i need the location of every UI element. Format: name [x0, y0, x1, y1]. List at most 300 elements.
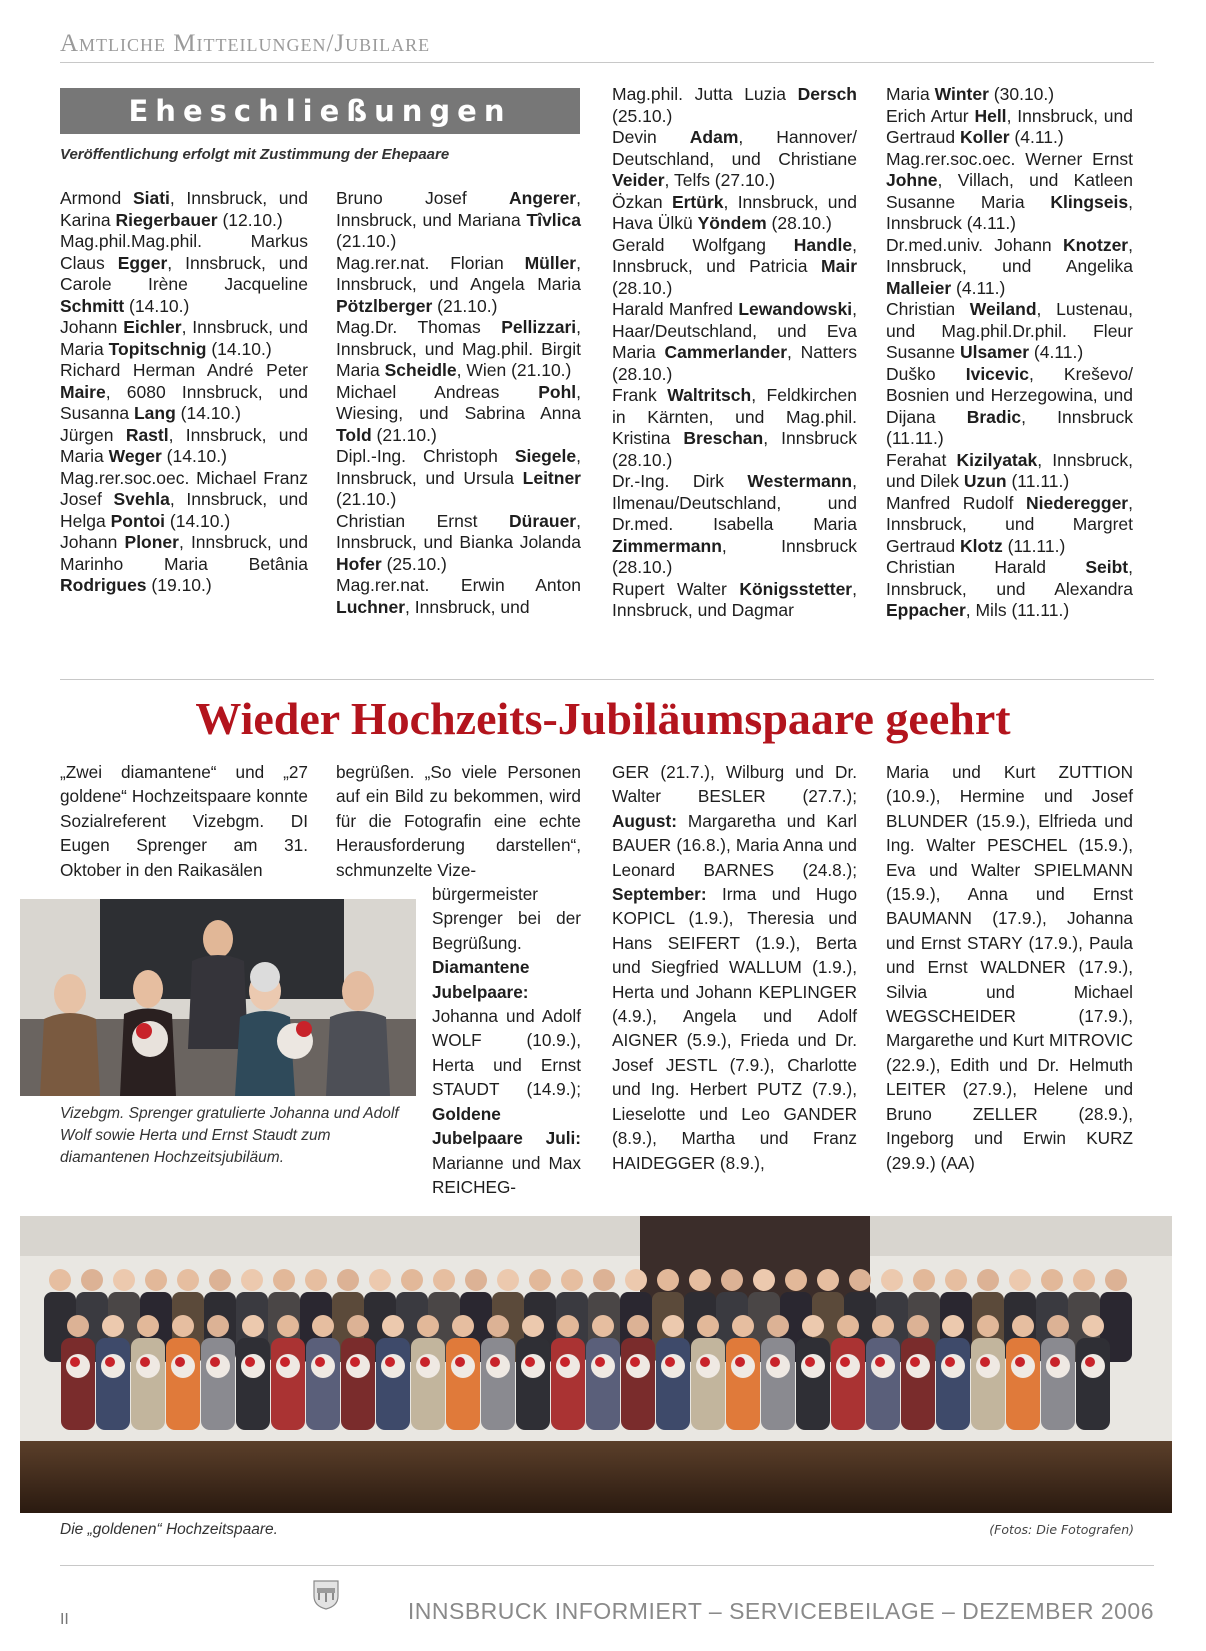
entry [336, 188, 581, 253]
entry-text: , Innsbruck, und Maria [60, 317, 308, 359]
entry-name: Pohl [538, 381, 577, 402]
entry-text: Ferahat [886, 449, 957, 470]
back-row-head [369, 1269, 391, 1291]
entry-text: (14.10.) [161, 446, 227, 466]
front-row-body [796, 1338, 830, 1430]
jubilee-column-2-para-1 [336, 760, 581, 882]
entry-text: GER (21.7.), Wilburg und Dr. Walter BESLER (27.7.); [612, 762, 857, 807]
front-row-body [1006, 1338, 1040, 1430]
bouquet-rose [1015, 1357, 1025, 1367]
entry [336, 511, 581, 576]
entry-text: (14.10.) [175, 403, 241, 423]
entry-name: Cammerlander [664, 342, 788, 362]
jubilee-column-2-para-2 [432, 882, 581, 1199]
entry-name: Topitschnig [108, 338, 207, 359]
front-row-head [767, 1315, 789, 1337]
back-row-head [241, 1269, 263, 1291]
entry [886, 235, 1133, 300]
back-row-head [113, 1269, 135, 1291]
entry-name: Angerer [509, 188, 577, 208]
entry-name: Bradic [966, 406, 1022, 427]
entry [336, 446, 581, 511]
photo-diamond-caption: Vizebgm. Sprenger gratulierte Johanna und Adolf Wolf sowie Herta und Ernst Staudt zum diamantenen Hochzeitsjubiläum. [60, 1105, 399, 1166]
entry [886, 84, 1133, 106]
front-row-body [61, 1338, 95, 1430]
entry [60, 231, 308, 317]
front-row-body [761, 1338, 795, 1430]
entry [60, 532, 308, 597]
jubilee-column-4 [886, 760, 1133, 1175]
entry-name: September: [612, 884, 707, 905]
bouquet-rose [595, 1357, 605, 1367]
entry [612, 579, 857, 622]
front-row-body [376, 1338, 410, 1430]
entry-name: Eichler [123, 317, 182, 337]
front-row-head [102, 1315, 124, 1337]
entry-text: , Innsbruck, und Patricia [612, 234, 857, 276]
entry-text: Mag.rer.soc.oec. Michael Franz Josef [60, 467, 308, 509]
front-row-body [411, 1338, 445, 1430]
entry-text: , Villach, und Katleen Susanne Maria [886, 170, 1133, 212]
entry-name: Ulsamer [959, 342, 1030, 362]
entry-text: , Innsbruck, und Alexandra [886, 557, 1133, 599]
entry [612, 760, 857, 1175]
back-row-head [529, 1269, 551, 1291]
front-row-body [271, 1338, 305, 1430]
front-row-body [1076, 1338, 1110, 1430]
page-number: II [60, 1610, 69, 1628]
entry-text: , Innsbruck, und Karina [60, 188, 308, 230]
front-row-head [67, 1315, 89, 1337]
front-row-head [837, 1315, 859, 1337]
back-row-head [305, 1269, 327, 1291]
bouquet-rose [455, 1357, 465, 1367]
entry-text: Bruno Josef [336, 188, 510, 208]
front-row-head [137, 1315, 159, 1337]
entry-text: , Wiesing, und Sabrina Anna [336, 381, 581, 423]
front-row-head [347, 1315, 369, 1337]
entry-text: , Innsbruck, und Dilek [886, 449, 1133, 491]
entry-text: , 6080 Innsbruck, und Susanna [60, 381, 308, 423]
front-row-head [942, 1315, 964, 1337]
entry-text: Harald Manfred [612, 299, 739, 319]
front-row-body [96, 1338, 130, 1430]
front-row-head [592, 1315, 614, 1337]
jubilee-column-1 [60, 760, 308, 882]
jubilee-headline: Wieder Hochzeits-Jubiläumspaare geehrt [195, 693, 1011, 744]
entry-name: Ivicevic [965, 363, 1029, 384]
paragraph-name: Diamantene Jubelpaare: [432, 957, 530, 1002]
front-row-head [312, 1315, 334, 1337]
back-row-head [689, 1269, 711, 1291]
entry-text: Margaretha und Karl BAUER (16.8.), Maria Anna und Leonard BARNES (24.8.); [612, 810, 857, 880]
entry-name: Lang [133, 403, 176, 423]
entry-name: Knotzer [1062, 234, 1129, 255]
entry-name: Tîvlica [526, 209, 581, 230]
entry-text: , Innsbruck, und Hava Ülkü [612, 191, 857, 233]
entry-text: , Innsbruck (28.10.) [612, 535, 857, 577]
entry-text: Özkan [612, 191, 672, 212]
entry-text: , Innsbruck, und Dagmar [612, 578, 857, 620]
entry-text: (14.10.) [206, 338, 272, 359]
entry-text: , Wien (21.10.) [456, 360, 572, 380]
entry-text: , Innsbruck, und Marinho Maria Betânia [60, 532, 308, 574]
entry-name: Breschan [683, 428, 764, 448]
entry-name: Ertürk [671, 191, 724, 212]
front-row-body [481, 1338, 515, 1430]
entry-text: , Innsbruck, und Maria [60, 424, 308, 466]
entry-text: Michael Andreas [336, 381, 539, 402]
entry-name: Weiland [969, 299, 1037, 319]
jubilee-column-2 [336, 760, 581, 1199]
entry-name: Zimmermann [612, 535, 722, 556]
bouquet-rose [700, 1357, 710, 1367]
back-row-head [1041, 1269, 1063, 1291]
entry-text: Christian Ernst [336, 510, 510, 531]
entry-name: Klotz [959, 535, 1003, 556]
front-row-head [977, 1315, 999, 1337]
back-row-head [401, 1269, 423, 1291]
front-row-body [936, 1338, 970, 1430]
entry-name: Niederegger [1026, 492, 1129, 513]
entry-name: Svehla [113, 489, 170, 509]
back-row-head [593, 1269, 615, 1291]
back-row-head [561, 1269, 583, 1291]
front-row-body [446, 1338, 480, 1430]
entry-name: Johne [886, 170, 938, 190]
entry-text: Devin [612, 127, 690, 147]
entry [336, 575, 581, 618]
entry-text: Christian Harald [886, 557, 1086, 577]
entry-text: (19.10.) [146, 575, 212, 595]
entry-text: , Kreševo/ Bosnien und Herzegowina, und Dijana [886, 363, 1133, 427]
entry-text: , Innsbruck, und Helga [60, 489, 308, 531]
back-row-head [337, 1269, 359, 1291]
entry-text: , Natters (28.10.) [612, 342, 857, 384]
front-row-head [1047, 1315, 1069, 1337]
bouquet-rose [735, 1357, 745, 1367]
entry-text: (11.11.) [1006, 471, 1070, 491]
entry-text: , Innsbruck, und Mag.phil. Birgit Maria [336, 317, 581, 380]
entry-text: , Innsbruck, und [405, 596, 530, 617]
bouquet-rose [630, 1357, 640, 1367]
entry-name: Dersch [797, 84, 857, 104]
bouquet-rose [665, 1357, 675, 1367]
front-row-head [907, 1315, 929, 1337]
entry-text: Irma und Hugo KOPICL (1.9.), Theresia und Hans SEIFERT (1.9.), Berta und Siegfried WALLUM (1.9.), Herta und Johann KEPLINGER (4.9.), Angela und Adolf AIGNER (5.9.), Frieda und Dr. Josef JESTL (7.9.), Charlotte und Ing. Herbert PUTZ (7.9.), Lieselotte und Leo GANDER (8.9.), Martha und Franz HAIDEGGER (8.9.), [612, 884, 857, 1173]
bouquet-rose [560, 1357, 570, 1367]
front-row-head [452, 1315, 474, 1337]
back-row-head [657, 1269, 679, 1291]
photo-golden-couples [20, 1216, 1172, 1513]
entry-text: , Mils (11.11.) [965, 600, 1070, 620]
entry [60, 317, 308, 360]
bouquet-rose [315, 1357, 325, 1367]
back-row-head [1009, 1269, 1031, 1291]
back-row-head [145, 1269, 167, 1291]
entry-text: , Innsbruck, und Angelika [886, 234, 1133, 276]
entry [336, 317, 581, 382]
marriages-column-1 [60, 188, 308, 597]
entry [886, 493, 1133, 558]
entry-text: (21.10.) [336, 489, 397, 509]
front-row-body [166, 1338, 200, 1430]
back-row-head [849, 1269, 871, 1291]
back-row-head [433, 1269, 455, 1291]
front-row-body [306, 1338, 340, 1430]
front-row-body [236, 1338, 270, 1430]
entry-text: (4.11.) [1029, 342, 1084, 362]
entry-text: , Innsbruck (28.10.) [612, 428, 857, 470]
bouquet-rose [770, 1357, 780, 1367]
marriages-column-2 [336, 188, 581, 618]
front-row-head [662, 1315, 684, 1337]
entry-text: Frank [612, 385, 668, 405]
back-row-head [785, 1269, 807, 1291]
entry-text: Dr.-Ing. Dirk [612, 471, 748, 491]
entry-text: , Innsbruck, und Margret Gertraud [886, 492, 1133, 556]
bouquet-rose [1085, 1357, 1095, 1367]
bouquet-rose [420, 1357, 430, 1367]
bouquet-rose [875, 1357, 885, 1367]
front-row-body [691, 1338, 725, 1430]
front-row-head [802, 1315, 824, 1337]
back-row-head [913, 1269, 935, 1291]
bouquet-rose [210, 1357, 220, 1367]
paragraph-text: begrüßen. „So viele Personen auf ein Bild zu bekommen, wird für die Fotografin eine echte Herausforderung darstellen“, schmunzelte Vize- [336, 762, 581, 880]
entry-name: Siegele [514, 446, 577, 466]
entry-text: Dipl.-Ing. Christoph [336, 446, 515, 466]
entry-text: Erich Artur [886, 105, 975, 126]
front-row-head [522, 1315, 544, 1337]
bouquet-rose [490, 1357, 500, 1367]
back-row-head [465, 1269, 487, 1291]
back-row-head [945, 1269, 967, 1291]
entry [612, 84, 857, 127]
paragraph-text: bürgermeister Sprenger bei der Begrüßung. [432, 884, 581, 953]
entry-name: Koller [959, 127, 1010, 147]
entry-name: Luchner [336, 596, 406, 617]
paragraph-text: Johanna und Adolf WOLF (10.9.), Herta und Ernst STAUDT (14.9.); [432, 1006, 581, 1100]
entry-text: Johann [60, 532, 125, 552]
front-row-body [131, 1338, 165, 1430]
front-row-body [586, 1338, 620, 1430]
front-row-body [516, 1338, 550, 1430]
entry-name: Hell [974, 105, 1007, 126]
entry-name: Lewandowski [738, 299, 853, 319]
entry [612, 471, 857, 579]
entry-name: Klingseis [1050, 191, 1129, 212]
entry-name: Leitner [522, 467, 581, 488]
front-row-head [697, 1315, 719, 1337]
entry [886, 364, 1133, 450]
entry-name: Veider [612, 170, 665, 190]
front-row-head [557, 1315, 579, 1337]
publication-title: INNSBRUCK INFORMIERT – SERVICEBEILAGE – DEZEMBER 2006 [407, 1598, 1154, 1624]
entry-text: , Ilmenau/Deutschland, und Dr.med. Isabella Maria [612, 471, 857, 534]
entry-name: Rastl [125, 424, 169, 445]
entry-text: (14.10.) [124, 295, 190, 316]
header-divider [60, 62, 1154, 63]
entry-name: Kizilyatak [956, 449, 1038, 470]
entry-name: Malleier [886, 277, 952, 298]
innsbruck-crest-icon [313, 1580, 339, 1614]
entry-name: August: [612, 810, 677, 831]
section-divider [60, 679, 1154, 680]
entry-text: Johann [60, 317, 124, 337]
back-row-head [625, 1269, 647, 1291]
entry-text: (30.10.) [988, 84, 1055, 104]
front-row-body [551, 1338, 585, 1430]
entry [886, 299, 1133, 364]
entry-text: Armond [60, 188, 133, 208]
entry [60, 360, 308, 425]
bouquet-rose [175, 1357, 185, 1367]
entry-name: Uzun [963, 471, 1007, 491]
bouquet-rose [1050, 1357, 1060, 1367]
front-row-body [971, 1338, 1005, 1430]
front-row-body [726, 1338, 760, 1430]
jubilee-intro-text: „Zwei diamantene“ und „27 goldene“ Hochzeitspaare konnte Sozialreferent Vizebgm. DI Eugen Sprenger am 31. Oktober in den Raikasälen [60, 762, 308, 880]
entry-name: Schmitt [60, 295, 125, 316]
entry-text: , Innsbruck, und Ursula [336, 446, 581, 488]
bouquet-rose [105, 1357, 115, 1367]
entry-text: (25.10.) [612, 105, 673, 126]
back-row-head [1073, 1269, 1095, 1291]
entry-text: , Innsbruck (11.11.) [886, 406, 1133, 448]
front-row-head [627, 1315, 649, 1337]
front-row-head [872, 1315, 894, 1337]
entry-text: , Innsbruck, und Mariana [336, 188, 581, 230]
entry [612, 385, 857, 471]
entry-name: Adam [689, 127, 739, 147]
entry-name: Westermann [747, 471, 853, 491]
entry-text: Mag.phil.Mag.phil. Markus Claus [60, 231, 308, 273]
photo-credit: (Fotos: Die Fotografen) [989, 1522, 1134, 1537]
entry [612, 235, 857, 300]
entry-text: Jürgen [60, 424, 126, 445]
entry-text: (21.10.) [336, 231, 397, 251]
entry [60, 188, 308, 231]
entry-name: Pellizzari [501, 317, 577, 337]
entry-text: (28.10.) [766, 213, 832, 233]
entry-text: , Innsbruck (4.11.) [886, 191, 1133, 233]
front-row-head [207, 1315, 229, 1337]
entry [60, 468, 308, 533]
photo-golden-caption: Die „goldenen“ Hochzeitspaare. [60, 1521, 278, 1538]
entry-text: , Innsbruck, und Carole Irène Jacqueline [60, 252, 308, 294]
front-row-body [201, 1338, 235, 1430]
bouquet-rose [525, 1357, 535, 1367]
marriages-column-3 [612, 84, 857, 622]
entry [886, 149, 1133, 235]
bouquet-rose [945, 1357, 955, 1367]
entry-name: Scheidle [384, 360, 457, 380]
bouquet-rose [245, 1357, 255, 1367]
front-row-head [1012, 1315, 1034, 1337]
back-row-head [753, 1269, 775, 1291]
entry-name: Riegerbauer [115, 209, 218, 230]
front-row-body [656, 1338, 690, 1430]
entry [886, 760, 1133, 1175]
entry [612, 192, 857, 235]
entry-text: (11.11.) [1002, 535, 1066, 556]
entry [612, 127, 857, 192]
front-row-head [1082, 1315, 1104, 1337]
photo-golden-couples-image [20, 1216, 1172, 1513]
entry-name: Winter [934, 84, 989, 104]
entry-name: Hofer [336, 553, 382, 574]
jubilee-column-3 [612, 760, 857, 1175]
front-row-head [242, 1315, 264, 1337]
entry-text: Duško [886, 363, 966, 384]
back-row-head [49, 1269, 71, 1291]
entry-text: Mag.Dr. Thomas [336, 317, 502, 337]
entry-text: Manfred Rudolf [886, 492, 1026, 513]
bouquet-rose [980, 1357, 990, 1367]
entry-text: Christian [886, 299, 970, 319]
entry-name: Königsstetter [739, 578, 853, 599]
entry [60, 425, 308, 468]
running-title: Amtliche Mitteilungen/Jubilare [60, 30, 431, 57]
entry-text: (21.10.) [371, 424, 437, 445]
front-row-head [417, 1315, 439, 1337]
entry-name: Ploner [124, 532, 179, 552]
entry-name: Maire [60, 381, 106, 402]
entry-text: Maria [886, 84, 935, 104]
front-row-head [172, 1315, 194, 1337]
entry [336, 253, 581, 318]
entry-name: Pontoi [110, 510, 166, 531]
entry-text: , Feldkirchen in Kärnten, und Mag.phil. Kristina [612, 385, 857, 448]
section-title-bar: Eheschließungen [60, 88, 580, 134]
back-row-head [209, 1269, 231, 1291]
entry [886, 557, 1133, 622]
entry-text: Mag.rer.soc.oec. Werner Ernst [886, 148, 1133, 169]
entry-name: Seibt [1085, 557, 1129, 577]
back-row-head [497, 1269, 519, 1291]
entry-name: Müller [524, 252, 577, 273]
entry-name: Siati [132, 188, 170, 208]
front-row-body [341, 1338, 375, 1430]
entry [886, 450, 1133, 493]
entry-text: , Lustenau, und Mag.phil.Dr.phil. Fleur Susanne [886, 299, 1133, 362]
front-row-body [831, 1338, 865, 1430]
bouquet-rose [140, 1357, 150, 1367]
back-row-head [977, 1269, 999, 1291]
front-row-head [277, 1315, 299, 1337]
bouquet-rose [350, 1357, 360, 1367]
front-row-body [866, 1338, 900, 1430]
footer-divider [60, 1565, 1154, 1566]
entry-text: Mag.phil. Jutta Luzia [612, 84, 798, 104]
entry [336, 382, 581, 447]
entry-name: Told [336, 424, 372, 445]
back-row-head [1105, 1269, 1127, 1291]
entry-name: Mair [821, 256, 857, 276]
entry-text: (14.10.) [165, 510, 231, 531]
entry-name: Handle [793, 234, 853, 255]
entry-text: , Innsbruck, und Bianka Jolanda [336, 510, 581, 552]
bouquet-rose [840, 1357, 850, 1367]
entry-text: (4.11.) [1009, 127, 1064, 147]
entry-text: (25.10.) [381, 553, 447, 574]
entry-text: Mag.rer.nat. Erwin Anton [336, 575, 581, 595]
entry-text: (4.11.) [951, 277, 1006, 298]
entry-text: Mag.rer.nat. Florian [336, 252, 525, 273]
back-row-head [721, 1269, 743, 1291]
front-row-body [901, 1338, 935, 1430]
